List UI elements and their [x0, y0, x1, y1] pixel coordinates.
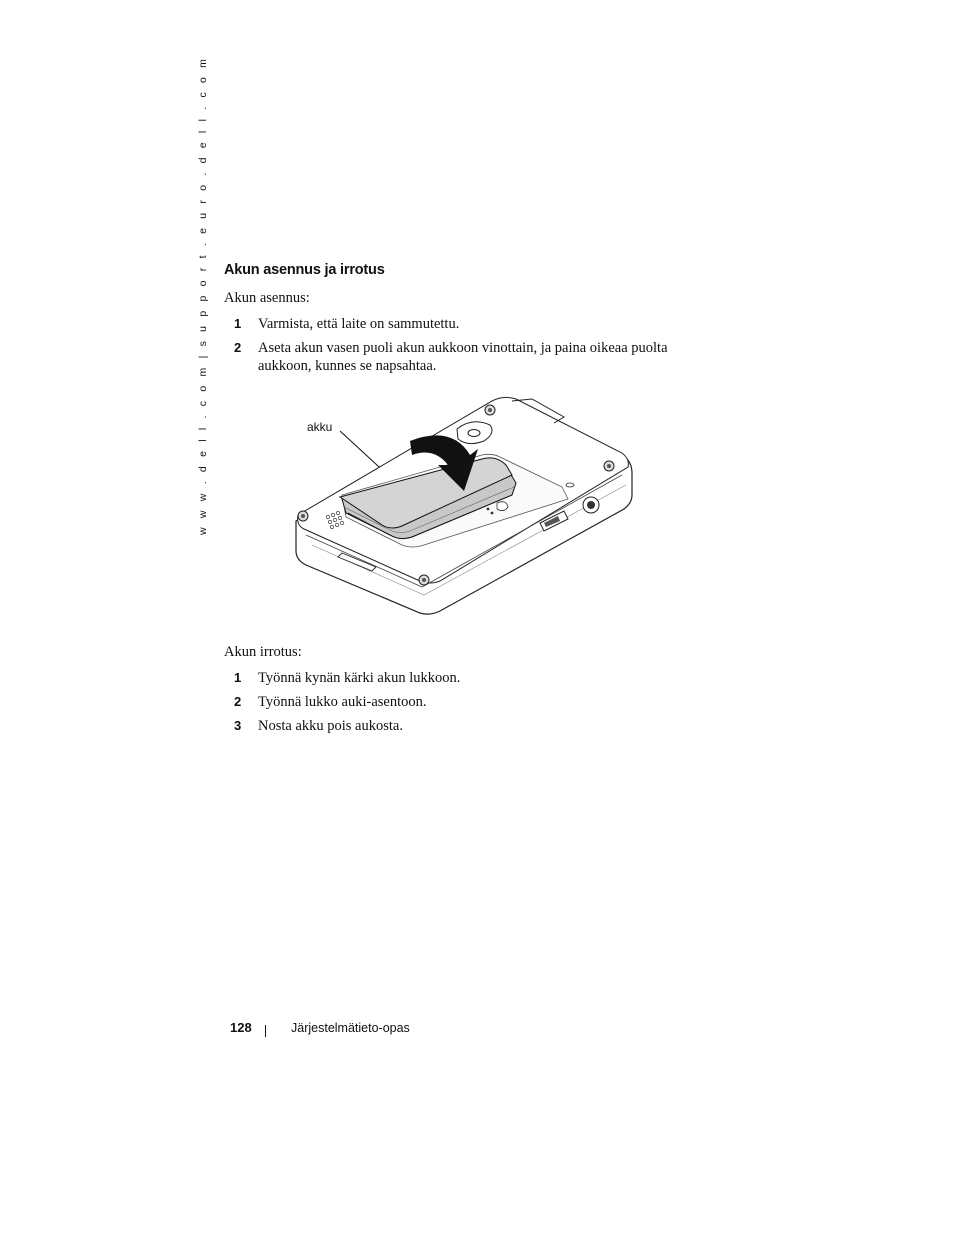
step-text: Aseta akun vasen puoli akun aukkoon vinottain, ja paina oikeaa puolta aukkoon, kunnes se napsahtaa.	[258, 340, 668, 374]
footer-doc-title: Järjestelmätieto-opas	[291, 1021, 410, 1035]
page-number: 128	[230, 1020, 252, 1035]
footer-divider	[265, 1025, 266, 1037]
step-text: Työnnä kynän kärki akun lukkoon.	[258, 670, 461, 686]
step-text: Varmista, että laite on sammutettu.	[258, 316, 460, 332]
step-number: 1	[234, 670, 242, 685]
sidebar-url: w w w . d e l l . c o m | s u p p o r t . e u r o . d e l l . c o m	[197, 55, 209, 535]
section-title: Akun asennus ja irrotus	[224, 262, 385, 278]
battery-installation-illustration	[292, 395, 637, 620]
step-number: 2	[234, 340, 242, 355]
step-text: Työnnä lukko auki-asentoon.	[258, 694, 427, 710]
battery-callout-label: akku	[307, 420, 333, 434]
step-number: 3	[234, 718, 242, 733]
step-number: 2	[234, 694, 242, 709]
step-text: Nosta akku pois aukosta.	[258, 718, 403, 734]
remove-intro: Akun irrotus:	[224, 644, 302, 660]
step-number: 1	[234, 316, 242, 331]
install-intro: Akun asennus:	[224, 290, 310, 306]
